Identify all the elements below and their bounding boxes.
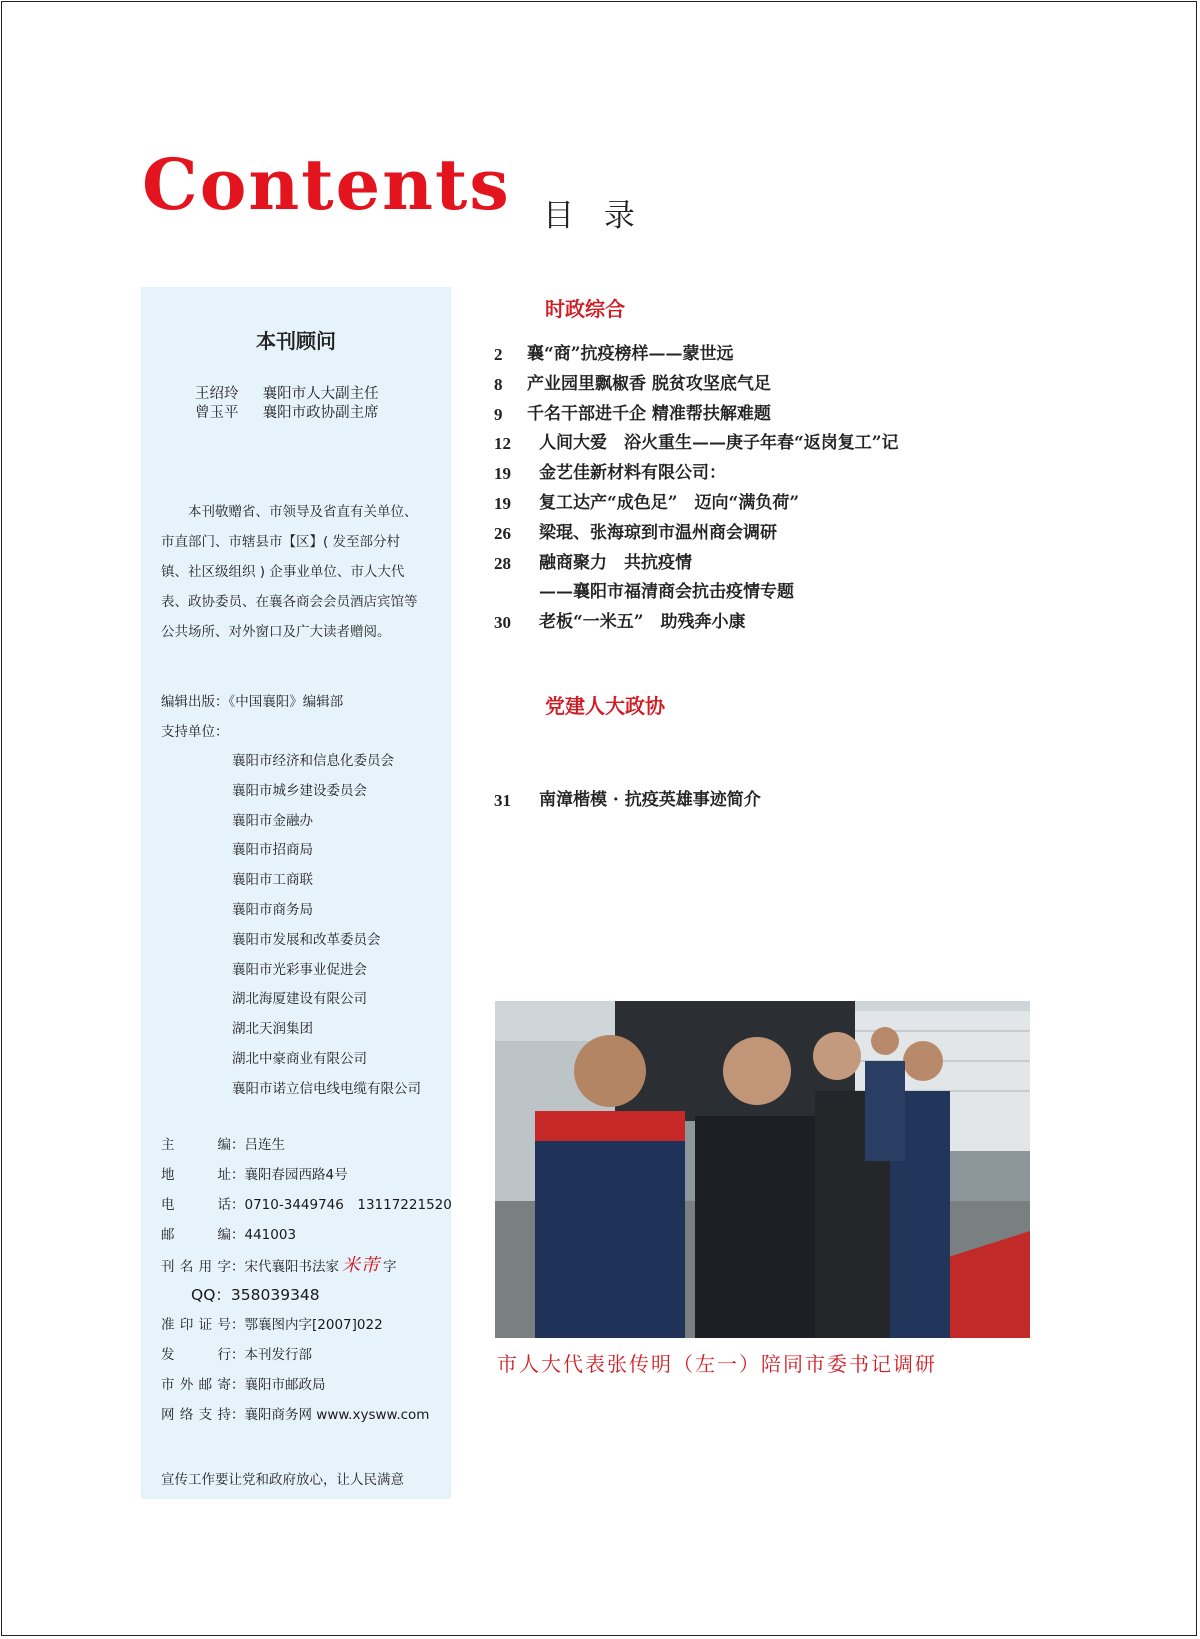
toc-entry-title: 千名干部进千企 精准帮扶解难题 [527, 403, 771, 424]
info-value: ：0710-3449746 13117221520 [231, 1197, 452, 1213]
editor-publisher [161, 687, 343, 747]
supporter-item: 湖北海厦建设有限公司 [232, 991, 367, 1008]
toc-entry-title: 南漳楷模 · 抗疫英雄事迹简介 [539, 790, 761, 810]
info-key: 市外邮寄 [161, 1377, 231, 1393]
supporter-item: 襄阳市诺立信电线电缆有限公司 [232, 1080, 421, 1097]
toc-entry-title: 复工达产“成色足” 迈向“满负荷” [539, 492, 800, 513]
supporter-item: 襄阳市经济和信息化委员会 [232, 753, 394, 769]
toc-entry[interactable] [494, 608, 746, 638]
toc-page-number: 12 [494, 434, 511, 454]
photo-caption: 市人大代表张传明（左一）陪同市委书记调研 [497, 1352, 937, 1376]
info-key: 准印证号 [161, 1317, 231, 1333]
edit-pub-line: 编辑出版：《中国襄阳》编辑部 [161, 694, 344, 710]
support-label: 支持单位： [161, 724, 229, 740]
info-key: 电 话 [161, 1197, 231, 1213]
info-web [161, 1401, 452, 1431]
info-mail [161, 1371, 452, 1401]
info-value: ：襄阳商务网 www.xysww.com [231, 1407, 430, 1423]
supporter-item: 襄阳市招商局 [232, 842, 313, 859]
toc-entry[interactable] [494, 340, 734, 370]
info-value-end: 字 [383, 1259, 397, 1275]
toc-entry-title: 人间大爱 浴火重生——庚子年春“返岗复工”记 [539, 433, 899, 454]
advisor-role: 襄阳市政协副主席 [262, 405, 379, 421]
advisor-row [195, 404, 379, 423]
info-value: ：鄂襄图内字[2007]022 [231, 1317, 383, 1333]
info-value: ：本刊发行部 [231, 1347, 312, 1363]
toc-entry-title: 襄“商”抗疫榜样——蒙世远 [527, 344, 734, 364]
info-postcode [161, 1221, 452, 1251]
toc-page-number: 2 [494, 345, 503, 364]
toc-entry[interactable] [494, 786, 761, 816]
contents-title-cn: 目 录 [543, 198, 645, 234]
supporter-list [232, 747, 421, 1105]
toc-entry[interactable] [494, 429, 899, 459]
toc-entry[interactable] [494, 400, 771, 430]
toc-entry-title: 产业园里飘椒香 脱贫攻坚底气足 [527, 373, 771, 394]
info-value: ：襄阳春园西路4号 [231, 1167, 348, 1183]
masthead-sidebar [141, 287, 451, 1499]
advisor-role: 襄阳市人大副主任 [262, 386, 379, 402]
info-value: ：宋代襄阳书法家 [231, 1259, 339, 1275]
info-key: 邮 编 [161, 1227, 231, 1243]
toc-entry[interactable] [494, 519, 777, 549]
info-issue [161, 1341, 452, 1371]
supporter-item: 襄阳市商务局 [232, 901, 313, 918]
toc-entry-title: 梁琨、张海琼到市温州商会调研 [539, 522, 777, 543]
toc-page-number: 30 [494, 613, 511, 633]
toc-page-number: 19 [494, 493, 511, 513]
supporter-item: 襄阳市发展和改革委员会 [232, 931, 381, 948]
toc-page-number: 19 [494, 464, 511, 484]
info-editor [161, 1131, 452, 1161]
info-qq: QQ：358039348 [191, 1286, 320, 1304]
section-title-news: 时政综合 [545, 297, 625, 321]
toc-entry[interactable] [494, 549, 692, 579]
calligraphy-signature: 米芾 [342, 1255, 380, 1276]
info-key: 主 编 [161, 1137, 231, 1153]
toc-list-news [494, 340, 899, 638]
advisor-name: 曾玉平 [195, 405, 239, 421]
toc-entry[interactable] [494, 459, 726, 489]
toc-entry-title: 融商聚力 共抗疫情 [539, 552, 692, 573]
slogan: 宣传工作要让党和政府放心，让人民满意 [161, 1472, 404, 1488]
toc-entry[interactable] [494, 578, 794, 608]
supporter-item: 襄阳市城乡建设委员会 [232, 782, 367, 799]
toc-page-number: 31 [494, 791, 511, 810]
info-value: ：吕连生 [231, 1137, 285, 1153]
supporter-item: 湖北中豪商业有限公司 [232, 1050, 367, 1067]
event-photo [495, 1001, 1030, 1338]
supporter-item: 湖北天润集团 [232, 1021, 313, 1038]
info-calligraphy [161, 1251, 452, 1281]
info-phone [161, 1191, 452, 1221]
info-key: 刊名用字 [161, 1259, 231, 1275]
toc-entry-title: 金艺佳新材料有限公司： [539, 463, 726, 484]
toc-entry[interactable] [494, 370, 771, 400]
info-permit [161, 1311, 452, 1341]
info-value: ：襄阳市邮政局 [231, 1377, 326, 1393]
toc-list-party [494, 786, 761, 816]
info-value: ：441003 [231, 1227, 297, 1243]
toc-page-number: 8 [494, 374, 503, 394]
advisor-name: 王绍玲 [195, 386, 239, 402]
contents-title: Contents [142, 143, 511, 226]
toc-entry[interactable] [494, 489, 800, 519]
section-title-party: 党建人大政协 [545, 694, 665, 718]
toc-page-number: 26 [494, 523, 511, 543]
supporter-item: 襄阳市工商联 [232, 872, 313, 889]
toc-entry-title: ——襄阳市福清商会抗击疫情专题 [539, 582, 794, 603]
advisor-heading: 本刊顾问 [256, 329, 336, 353]
publication-info [161, 1131, 452, 1431]
info-key: 网络支持 [161, 1407, 231, 1423]
distribution-note: 本刊敬赠省、市领导及省直有关单位、市直部门、市辖县市【区】( 发至部分村镇、社区级组织 ) 企事业单位、市人大代表、政协委员、在襄各商会会员酒店宾馆等公共场所、对外窗口及广大读者赠阅。 [161, 504, 418, 640]
info-key: 发 行 [161, 1347, 231, 1363]
advisor-row [195, 385, 379, 404]
toc-page-number: 9 [494, 404, 503, 424]
event-photo-illustration [495, 1001, 1030, 1338]
toc-entry-title: 老板“一米五” 助残奔小康 [539, 612, 746, 633]
advisor-list [195, 385, 379, 423]
info-address [161, 1161, 452, 1191]
info-key: 地 址 [161, 1167, 231, 1183]
supporter-item: 襄阳市光彩事业促进会 [232, 961, 367, 978]
supporter-item: 襄阳市金融办 [232, 812, 313, 829]
toc-page-number: 28 [494, 553, 511, 573]
